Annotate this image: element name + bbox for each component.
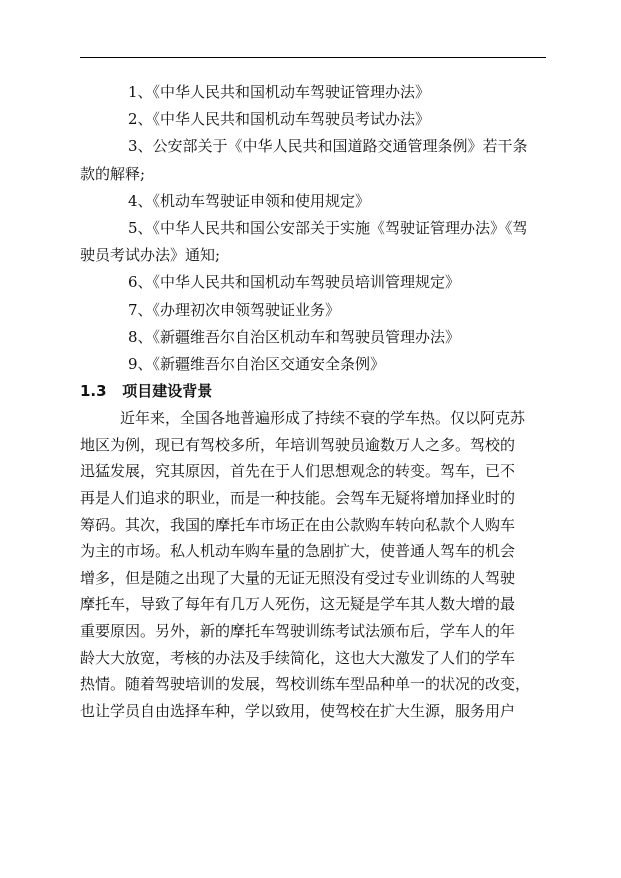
paragraph-line: 龄大大放宽，考核的办法及手续简化，这也大大激发了人们的学车: [80, 648, 516, 667]
list-item: 6、《中华人民共和国机动车驾驶员培训管理规定》: [128, 273, 461, 292]
paragraph-line: 再是人们追求的职业，而是一种技能。会驾车无疑将增加择业时的: [80, 489, 516, 508]
paragraph-line: 为主的市场。私人机动车购车量的急剧扩大，使普通人驾车的机会: [80, 542, 516, 561]
list-item-continuation: 驶员考试办法》通知;: [80, 246, 221, 265]
list-item: 1、《中华人民共和国机动车驾驶证管理办法》: [128, 83, 431, 101]
list-item-continuation: 款的解释;: [80, 164, 146, 183]
list-item: 4、《机动车驾驶证申领和使用规定》: [128, 191, 371, 210]
section-title: 项目建设背景: [122, 382, 213, 401]
header-rule: [80, 57, 546, 58]
list-item: 8、《新疆维吾尔自治区机动车和驾驶员管理办法》: [128, 327, 461, 346]
paragraph-line: 迅猛发展，究其原因，首先在于人们思想观念的转变。驾车，已不: [80, 462, 516, 481]
section-heading: [80, 378, 546, 405]
section-number: 1.3: [80, 382, 107, 401]
paragraph-line: 摩托车，导致了每年有几万人死伤，这无疑是学车其人数大增的最: [80, 595, 516, 614]
paragraph-line: 重要原因。另外，新的摩托车驾驶训练考试法颁布后，学车人的年: [80, 622, 516, 640]
paragraph-line: 增多，但是随之出现了大量的无证无照没有受过专业训练的人驾驶: [80, 568, 516, 587]
paragraph-line: 也让学员自由选择车种，学以致用，使驾校在扩大生源，服务用户: [80, 701, 516, 720]
paragraph-line: 地区为例，现已有驾校多所，年培训驾驶员逾数万人之多。驾校的: [80, 435, 516, 454]
paragraph-line: 筹码。其次，我国的摩托车市场正在由公款购车转向私款个人购车: [80, 515, 516, 534]
list-item: 9、《新疆维吾尔自治区交通安全条例》: [128, 354, 386, 373]
list-item: 5、《中华人民共和国公安部关于实施《驾驶证管理办法》《驾: [128, 218, 528, 237]
list-item: 7、《办理初次申领驾驶证业务》: [128, 300, 341, 319]
regulation-list: [80, 79, 546, 378]
list-item: 3、公安部关于《中华人民共和国道路交通管理条例》若干条: [128, 137, 528, 156]
list-item: 2、《中华人民共和国机动车驾驶员考试办法》: [128, 110, 431, 129]
paragraph-line: 热情。随着驾驶培训的发展，驾校训练车型品种单一的状况的改变，: [80, 675, 531, 694]
document-body: [80, 79, 546, 724]
paragraph-line: 近年来，全国各地普遍形成了持续不衰的学车热。仅以阿克苏: [120, 409, 526, 428]
background-paragraph: [80, 405, 546, 724]
